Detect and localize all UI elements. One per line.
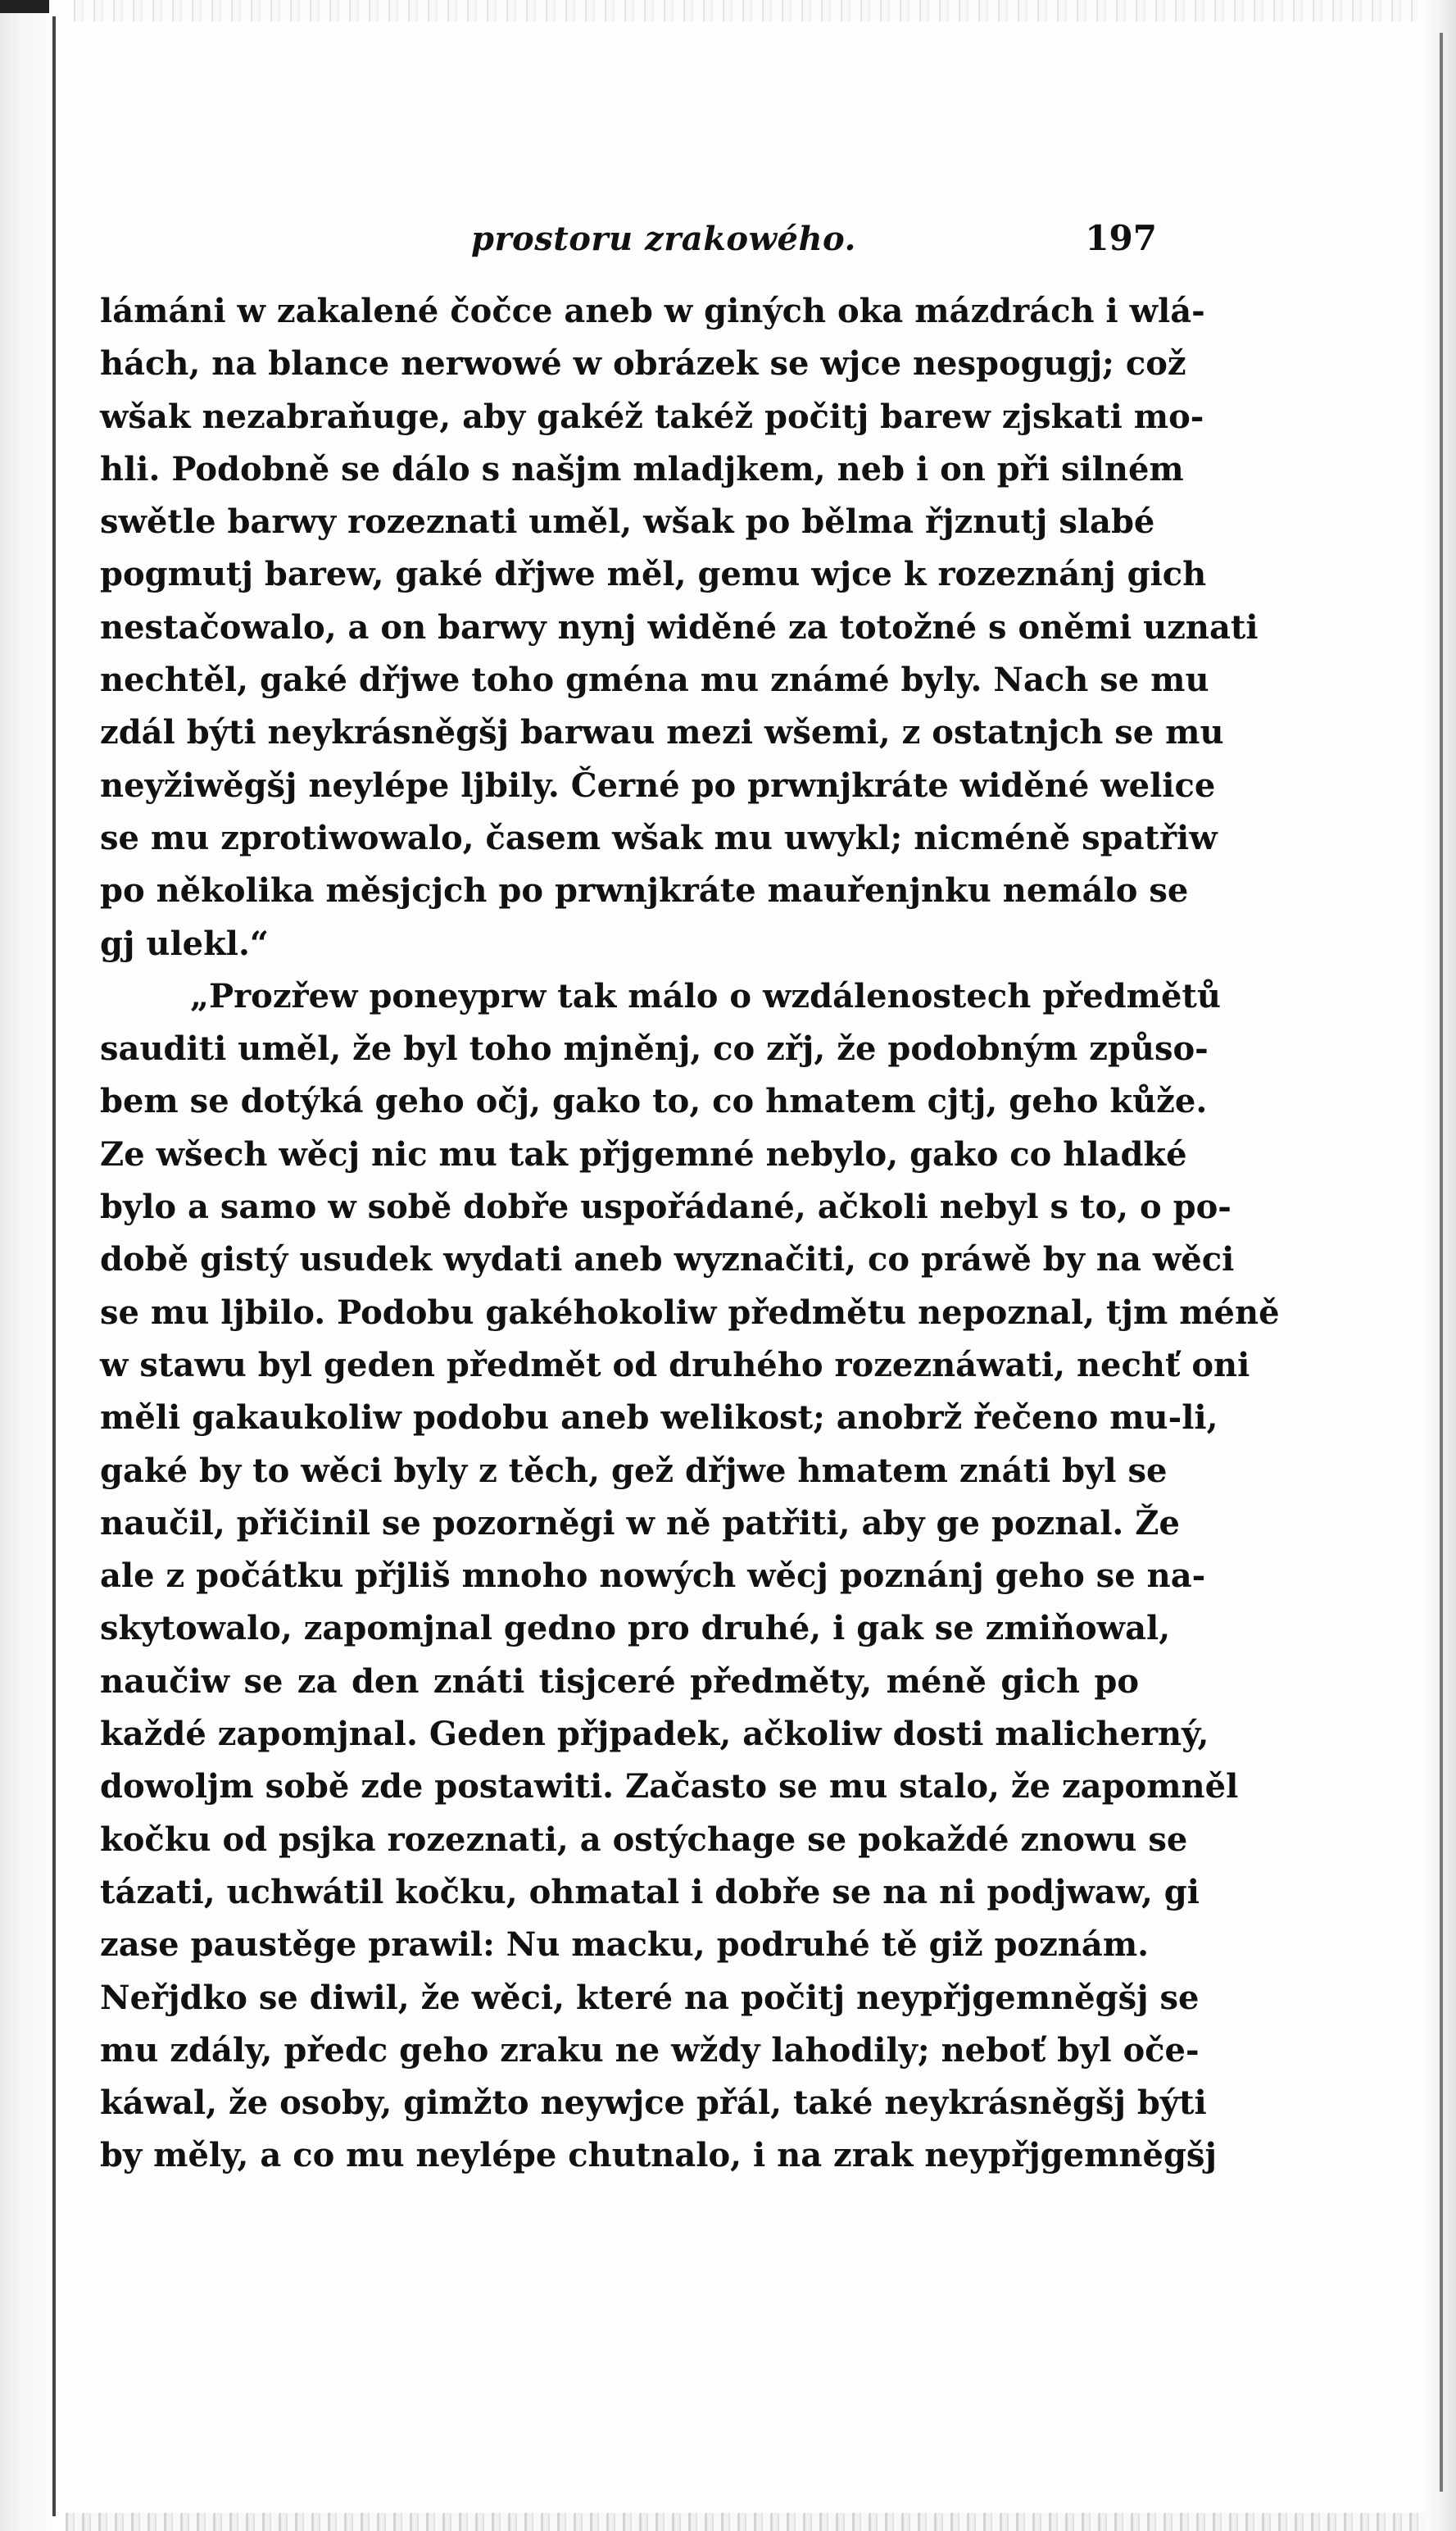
text-line: naučiw se za den znáti tisjceré předměty, méně gich po: [100, 1661, 1139, 1701]
text-line: zdál býti neykrásněgšj barwau mezi wšemi, z ostatnjch se mu: [100, 713, 1224, 752]
text-line: w stawu byl geden předmět od druhého rozeznáwati, nechť oni: [100, 1345, 1250, 1384]
text-line: každé zapomjnal. Geden přjpadek, ačkoliw dosti malicherný,: [100, 1715, 1209, 1754]
page-left-edge-line: [52, 16, 56, 2516]
text-line: ale z počátku přjliš mnoho nowých wěcj poznánj geho se na-: [100, 1556, 1206, 1596]
text-line: by měly, a co mu neylépe chutnalo, i na zrak neypřjgemněgšj: [100, 2136, 1217, 2175]
text-line: tázati, uchwátil kočku, ohmatal i dobře se na ni podjwaw, gi: [100, 1872, 1200, 1911]
scan-corner-mark: [0, 0, 49, 13]
text-line: mu zdály, předc geho zraku ne wždy lahodily; neboť byl oče-: [100, 2030, 1200, 2070]
page-binding-shadow: [0, 0, 57, 2531]
text-line: káwal, že osoby, gimžto neywjce přál, také neykrásněgšj býti: [100, 2083, 1207, 2123]
text-line: neyžiwěgšj neylépe ljbily. Černé po prwnjkráte widěné welice: [100, 766, 1216, 805]
text-line: Ze wšech wěcj nic mu tak přjgemné nebylo, gako co hladké: [100, 1134, 1187, 1174]
text-line: swětle barwy rozeznati uměl, wšak po bělma řjznutj slabé: [100, 502, 1155, 542]
running-head: prostoru zrakowého.: [471, 220, 856, 258]
text-line: době gistý usudek wydati aneb wyznačiti, co práwě by na wěci: [100, 1240, 1235, 1279]
text-line: gj ulekl.“: [100, 924, 269, 963]
text-line: se mu ljbilo. Podobu gakéhokoliw předmětu nepoznal, tjm méně: [100, 1293, 1280, 1332]
text-line: naučil, přičinil se pozorněgi w ně patřiti, aby ge poznal. Že: [100, 1503, 1180, 1543]
text-line: wšak nezabraňuge, aby gakéž takéž počitj barew zjskati mo-: [100, 397, 1204, 436]
text-line: po několika měsjcjch po prwnjkráte mauřenjnku nemálo se: [100, 871, 1189, 911]
text-line: Neřjdko se diwil, že wěci, které na počitj neypřjgemněgšj se: [100, 1978, 1200, 2017]
text-line: nechtěl, gaké dřjwe toho gména mu známé byly. Nach se mu: [100, 661, 1209, 700]
text-line: sauditi uměl, že byl toho mjněnj, co zřj, že podobným způso-: [100, 1029, 1209, 1069]
page-right-edge-line: [1440, 33, 1443, 2492]
text-line: lámáni w zakalené čočce aneb w giných oka mázdrách i wlá-: [100, 292, 1205, 330]
text-line: zase paustěge prawil: Nu macku, podruhé tě giž poznám.: [100, 1925, 1150, 1965]
text-line: kočku od psjka rozeznati, a ostýchage se pokaždé znowu se: [100, 1820, 1188, 1859]
body-text: [100, 285, 1280, 2183]
text-line: bem se dotýká geho očj, gako to, co hmatem cjtj, geho kůže.: [100, 1082, 1208, 1121]
text-line: nestačowalo, a on barwy nynj widěné za totožné s oněmi uznati: [100, 607, 1259, 647]
text-line: pogmutj barew, gaké dřjwe měl, gemu wjce k rozeznánj gich: [100, 555, 1207, 594]
text-line: gaké by to wěci byly z těch, gež dřjwe hmatem znáti byl se: [100, 1451, 1168, 1490]
text-line: bylo a samo w sobě dobře uspořádané, ačkoli nebyl s to, o po-: [100, 1188, 1231, 1227]
text-line: měli gakaukoliw podobu aneb welikost; anobrž řečeno mu-li,: [100, 1398, 1218, 1438]
text-line: „Prozřew poneyprw tak málo o wzdálenostech předmětů: [190, 976, 1221, 1016]
text-line: hli. Podobně se dálo s našjm mladjkem, neb i on při silném: [100, 449, 1184, 488]
scan-top-edge: [74, 0, 1417, 21]
page-header: [98, 218, 1157, 269]
scan-bottom-edge: [66, 2513, 1426, 2531]
text-line: hách, na blance nerwowé w obrázek se wjce nespogugj; což: [100, 344, 1186, 384]
page-number: 197: [1085, 218, 1157, 258]
text-line: skytowalo, zapomjnal gedno pro druhé, i gak se zmiňowal,: [100, 1609, 1171, 1648]
text-line: dowoljm sobě zde postawiti. Začasto se mu stalo, že zapomněl: [100, 1767, 1239, 1806]
text-line: se mu zprotiwowalo, časem wšak mu uwykl; nicméně spatřiw: [100, 818, 1218, 857]
